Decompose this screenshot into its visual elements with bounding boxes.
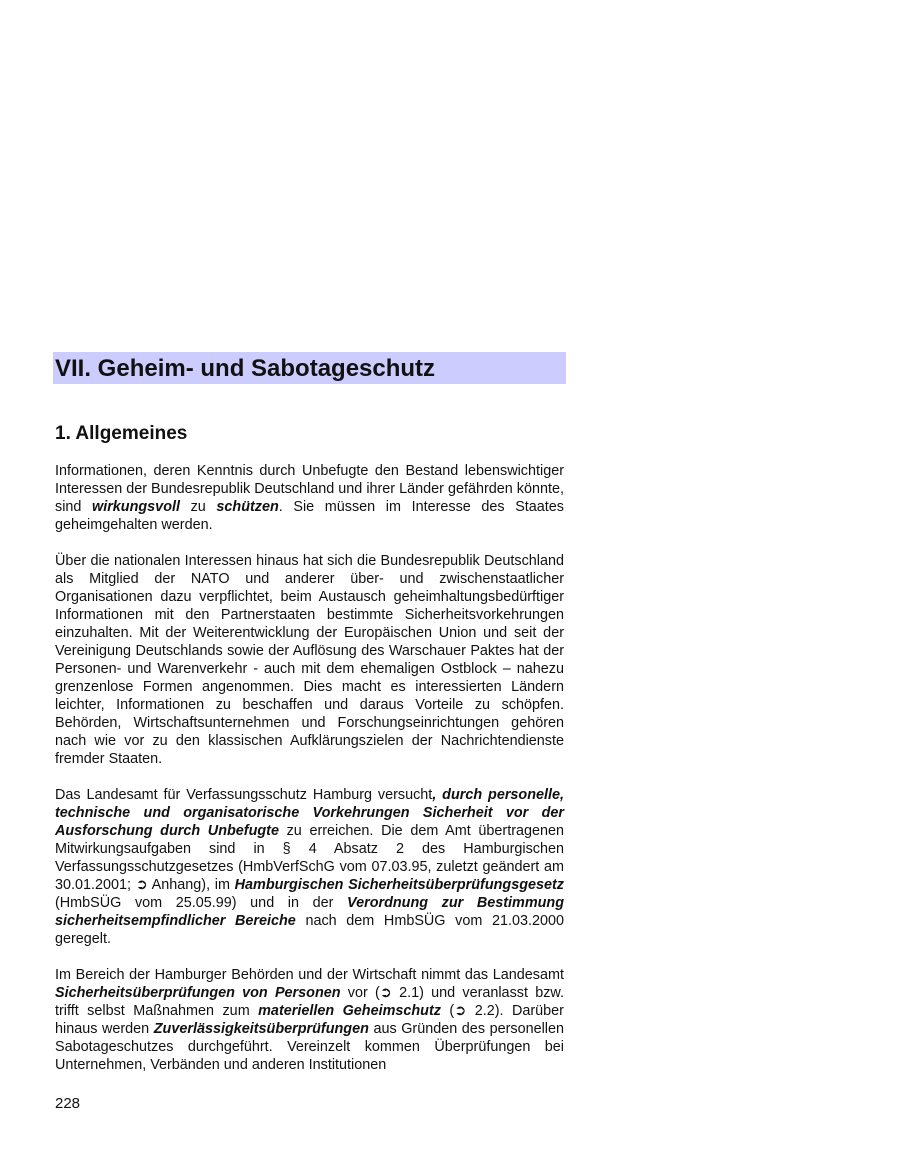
text-run: (HmbSÜG vom 25.05.99) und in der [55, 895, 348, 911]
body-text [55, 462, 564, 1092]
emphasized-text: Verordnung zur Bestimmung sicherheitsempfindlicher Bereiche [55, 895, 564, 929]
emphasized-text: wirkungsvoll [92, 499, 180, 515]
text-run: . Sie müssen im Interesse des Staates geheimgehalten werden. [55, 499, 564, 533]
text-run: (➲ 2.2). Darüber hinaus werden [55, 1003, 564, 1037]
text-run: aus Gründen des personellen Sabotageschutzes durchgeführt. Vereinzelt kommen Überprüfungen bei Unternehmen, Verbänden und anderen Institutionen [55, 1021, 564, 1073]
text-run: Informationen, deren Kenntnis durch Unbefugte den Bestand lebenswichtiger Interessen der Bundesrepublik Deutschland und ihrer Länder gefährden könnte, sind [55, 463, 564, 515]
paragraph-1 [55, 462, 564, 534]
page-number: 228 [55, 1095, 81, 1112]
emphasized-text: Sicherheitsüberprüfungen von Personen [55, 985, 341, 1001]
text-run: zu erreichen. Die dem Amt übertragenen Mitwirkungsaufgaben sind in § 4 Absatz 2 des Hamburgischen Verfassungsschutzgesetzes (HmbVerfSchG vom 07.03.95, zuletzt geändert am 30.01.2001; ➲ Anhang), im [55, 823, 565, 893]
text-run: nach dem HmbSÜG vom 21.03.2000 geregelt. [55, 913, 565, 947]
emphasized-text: , durch personelle, technische und organisatorische Vorkehrungen Sicherheit vor der Ausforschung durch Unbefugte [55, 787, 565, 839]
emphasized-text: Zuverlässigkeitsüberprüfungen [153, 1021, 369, 1037]
paragraph-4 [55, 966, 564, 1074]
section-title: 1. Allgemeines [55, 423, 188, 444]
paragraph-2 [55, 552, 564, 768]
text-run: Über die nationalen Interessen hinaus hat sich die Bundesrepublik Deutschland als Mitglied der NATO und anderer über- und zwischenstaatlicher Organisationen dazu verpflichtet, beim Austausch geheimhaltungsbedürftiger Informationen mit den Partnerstaaten bestimmte Sicherheitsvorkehrungen einzuhalten. Mit der Weiterentwicklung der Europäischen Union und seit der Vereinigung Deutschlands sowie der Auflösung des Warschauer Paktes hat der Personen- und Warenverkehr - auch mit dem ehemaligen Ostblock – nahezu grenzenlose Formen angenommen. Dies macht es interessierten Ländern leichter, Informationen zu beschaffen und daraus Vorteile zu schöpfen. Behörden, Wirtschaftsunternehmen und Forschungseinrichtungen gehören nach wie vor zu den klassischen Aufklärungszielen der Nachrichtendienste fremder Staaten. [55, 553, 564, 767]
emphasized-text: schützen [216, 499, 279, 515]
text-run: Das Landesamt für Verfassungsschutz Hamburg versucht [55, 787, 433, 803]
text-run: Im Bereich der Hamburger Behörden und der Wirtschaft nimmt das Landesamt [55, 967, 564, 983]
chapter-title: VII. Geheim- und Sabotageschutz [55, 355, 436, 382]
text-run: vor (➲ 2.1) und veranlasst bzw. trifft selbst Maßnahmen zum [55, 985, 564, 1019]
paragraph-3 [55, 786, 564, 948]
text-run: zu [179, 499, 217, 515]
emphasized-text: materiellen Geheimschutz [258, 1003, 441, 1019]
emphasized-text: Hamburgischen Sicherheitsüberprüfungsgesetz [234, 877, 565, 893]
